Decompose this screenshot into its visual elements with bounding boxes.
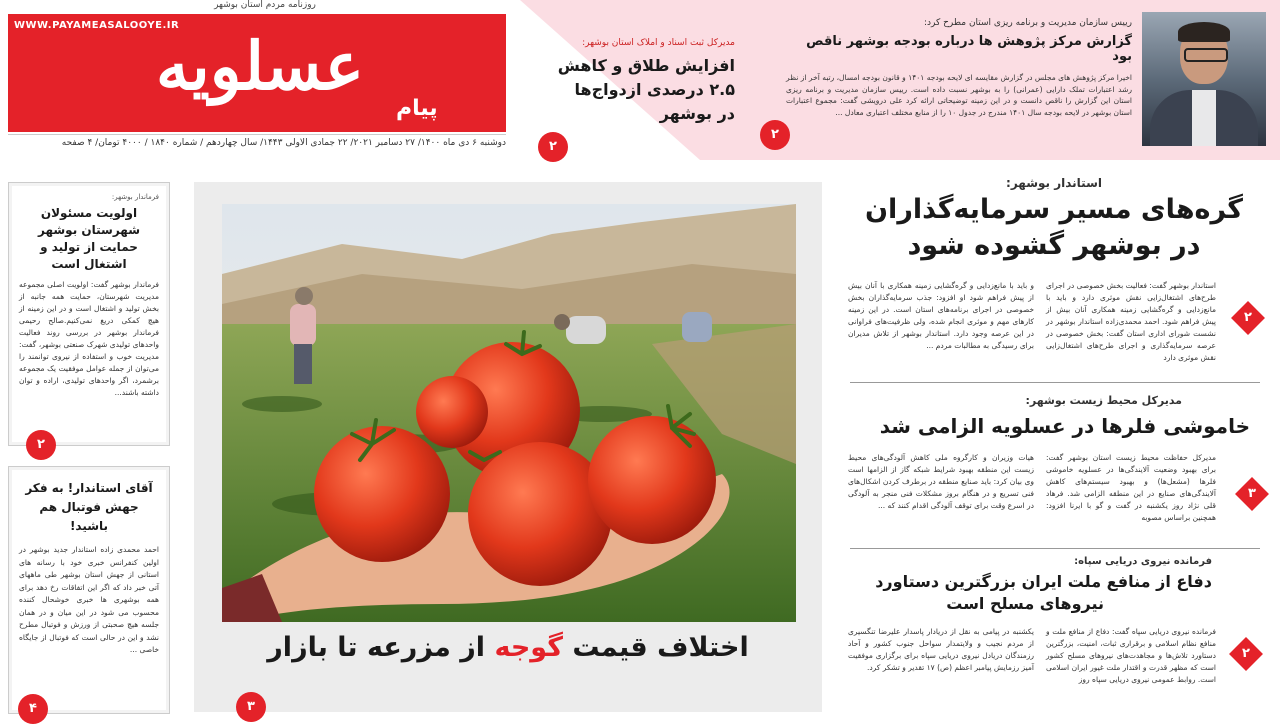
divider-line <box>850 548 1260 549</box>
teaser-headline-line: ۲.۵ درصدی ازدواج‌ها <box>574 80 735 99</box>
box-headline: اولویت مسئولان شهرستان بوشهر حمایت از تولید و اشتغال است <box>37 206 141 271</box>
article-headline: خاموشی فلرها در عسلویه الزامی شد <box>879 414 1250 438</box>
article-body-column: استاندار بوشهر گفت: فعالیت بخش خصوصی در اجرای طرح‌های اشتغال‌زایی نقش موثری دارد و باید با مانع‌زدایی و گره‌گشایی زمینه همکاری آنان بیش از پیش فراهم شود. احمد محمدی‌زاده استاندار بوشهر در نشست شورای اداری استان گفت: بخش خصوصی در عرصه سرمایه‌گذاری و اجرای طرح‌های اشتغال‌زایی نقش موثری دارد <box>1046 281 1216 362</box>
official-portrait-photo <box>1142 12 1266 146</box>
article-body-column: و باید با مانع‌زدایی و گره‌گشایی زمینه همکاری با آنان بیش از پیش فراهم شود او افزود: جذب سرمایه‌گذاران بخش خصوصی در اجرای برنامه‌های استان است. در این زمینه کارهای مهم و موثری انجام شده، ولی ظرفیت‌های فراوانی در این عرصه وجود دارد. استاندار بوشهر از تلاش مدیران برای رسیدگی به مطالبات مردم ... <box>848 281 1034 350</box>
article-body-column: هیات وزیران و کارگروه ملی کاهش آلودگی‌های محیط زیست این منطقه بهبود شرایط شبکه گاز از الزامها است وی بیان کرد: باید صنایع منطقه در برطرف کردن اشکال‌های فنی تسریع و در هنگام بروز مشکلات فنی منجر به آلودگی در اسرع وقت برای توقف آلودگی اقدام کنند که ... <box>848 453 1034 510</box>
portrait-shirt <box>1192 90 1216 146</box>
portrait-glasses <box>1184 48 1228 62</box>
article-headline-line: دفاع از منافع ملت ایران بزرگترین دستاورد <box>875 572 1212 591</box>
box-kicker: فرماندار بوشهر: <box>111 193 159 201</box>
portrait-hair <box>1178 22 1230 42</box>
teaser-headline-line: افزایش طلاق و کاهش <box>557 56 735 75</box>
page-number-badge[interactable]: ۲ <box>26 430 56 460</box>
article-investors[interactable] <box>838 176 1270 264</box>
feature-headline-highlight: گوجه <box>494 632 563 663</box>
box-headline: آقای استاندار! به فکر جهش فوتبال هم باشید! <box>25 481 153 533</box>
article-body-column: مدیرکل حفاظت محیط زیست استان بوشهر گفت: برای بهبود وضعیت آلایندگی‌ها در عسلویه خاموشی فلرها (مشعل‌ها) و بهبود سیستم‌های کاهش آلایندگی‌های صنایع در این منطقه الزامی شد. فرهاد قلی نژاد روز یکشنبه در گفت و گو با ایرنا افزود: همچنین براساس مصوبه <box>1046 453 1216 522</box>
box-body: احمد محمدی زاده استاندار جدید بوشهر در اولین کنفرانس خبری خود با رسانه های استانی از جهش استان بوشهر طی ماههای آتی خبر داد که اگر این اتفاقات رخ دهد برای همه بوشهری ها خبری خوشحال کننده محسوب می شود در این میان و در همان جلسه هیچ صحبتی از ورزش و فوتبال مطرح نشد و این در حالی است که فوتبال از جایگاه خاصی ... <box>19 545 159 654</box>
feature-headline-part: از مزرعه تا بازار <box>267 632 486 663</box>
page-number-badge[interactable]: ۲ <box>1231 301 1265 335</box>
teaser-headline-line: در بوشهر <box>659 104 735 123</box>
article-headline-line: در بوشهر گشوده شود <box>907 230 1201 261</box>
feature-headline[interactable] <box>222 632 794 663</box>
page-number-badge[interactable]: ۴ <box>18 694 48 724</box>
masthead <box>0 0 520 162</box>
article-kicker: فرمانده نیروی دریایی سپاه: <box>1074 556 1212 567</box>
article-navy[interactable] <box>840 556 1264 615</box>
article-kicker: مدیرکل محیط زیست بوشهر: <box>1025 394 1182 407</box>
divider-line <box>850 382 1260 383</box>
tomato-photo-illustration <box>222 204 796 622</box>
teaser-divorce[interactable] <box>545 38 735 126</box>
teaser-budget-report[interactable] <box>786 18 1132 118</box>
page-number-badge[interactable]: ۳ <box>1235 477 1269 511</box>
teaser-headline: گزارش مرکز پژوهش ها درباره بودجه بوشهر ناقص بود <box>806 34 1132 64</box>
newspaper-logo-prefix: پیام <box>396 96 438 121</box>
page-number-badge[interactable]: ۲ <box>760 120 790 150</box>
left-box-governor-production[interactable] <box>8 182 170 446</box>
issue-dateline: دوشنبه ۶ دی ماه ۱۴۰۰/ ۲۷ دسامبر ۲۰۲۱/ ۲۲ جمادی الاولی ۱۴۴۳/ سال چهاردهم / شماره ۱۸۴۰ / ۴۰۰۰ تومان/ ۴ صفحه <box>8 134 506 148</box>
teaser-body: اخیرا مرکز پژوهش های مجلس در گزارش مقایسه ای لایحه بودجه ۱۴۰۱ و قانون بودجه امسال، رتبه آخر از نظر رشد اعتبارات تملک دارایی (عمرانی) را به بوشهر نسبت داده است. رییس سازمان مدیریت و برنامه ریزی استان این گزارش را ناقص دانست و در این زمینه توضیحاتی ارائه کرد علی درویشی گفت: مجموع اعتبارات استان بوشهر در لایحه بودجه سال ۱۴۰۱ مندرج در جدول ۱۰ را از منابع مختلف اعتباری معادل ... <box>786 73 1133 117</box>
article-body-column: فرمانده نیروی دریایی سپاه گفت: دفاع از منافع ملت و منافع نظام اسلامی و برقراری ثبات، امنیت، بزرگترین دستاورد تلاش‌ها و مجاهدت‌های نیروهای مسلح کشور است که مظهر قدرت و اقتدار ملت غیور ایران اسلامی است. روابط عمومی نیروی دریایی سپاه روز <box>1046 627 1216 684</box>
teaser-kicker: مدیرکل ثبت اسناد و املاک استان بوشهر: <box>582 38 735 48</box>
page-number-badge[interactable]: ۲ <box>538 132 568 162</box>
website-url[interactable]: WWW.PAYAMEASALOOYE.IR <box>14 20 180 31</box>
newspaper-logo: عسلویه <box>156 27 364 105</box>
feature-headline-part: اختلاف قیمت <box>572 632 749 663</box>
article-headline-line: نیروهای مسلح است <box>946 594 1104 613</box>
article-kicker: استاندار بوشهر: <box>1006 176 1102 190</box>
masthead-tagline: روزنامه مردم استان بوشهر <box>214 0 316 10</box>
article-body-column: یکشنبه در پیامی به نقل از دریادار پاسدار علیرضا تنگسیری از مردم نجیب و ولایتمدار سواحل جنوب کشور و آحاد رزمندگان دریادل نیروی دریایی سپاه برای برگزاری موفقیت آمیز رزمایش پیامبر اعظم (ص) ۱۷ تقدیر و تشکر کرد. <box>848 627 1034 672</box>
tomato-farm-photo <box>222 204 796 622</box>
article-flares[interactable] <box>840 394 1264 441</box>
article-headline-line: گره‌های مسیر سرمایه‌گذاران <box>865 194 1243 225</box>
teaser-kicker: رییس سازمان مدیریت و برنامه ریزی استان مطرح کرد: <box>923 18 1132 28</box>
page-number-badge[interactable]: ۳ <box>236 692 266 722</box>
left-box-football[interactable] <box>8 466 170 714</box>
box-body: فرماندار بوشهر گفت: اولویت اصلی مجموعه مدیریت شهرستان، حمایت همه جانبه از بخش تولید و اشتغال است و در این زمینه از هیچ کمکی دریغ نمی‌کنیم.صالح رحیمی فرماندار بوشهر در بررسی روند فعالیت واحدهای تولیدی شهرک صنعتی بوشهر، گفت: مدیریت خوب و استفاده از نیروی توانمند را می‌توان از جمله عوامل موفقیت یک مجموعه برشمرد، اگر واحدهای تولیدی، اراده و توان داشته باشند... <box>19 280 159 397</box>
page-number-badge[interactable]: ۲ <box>1229 637 1263 671</box>
